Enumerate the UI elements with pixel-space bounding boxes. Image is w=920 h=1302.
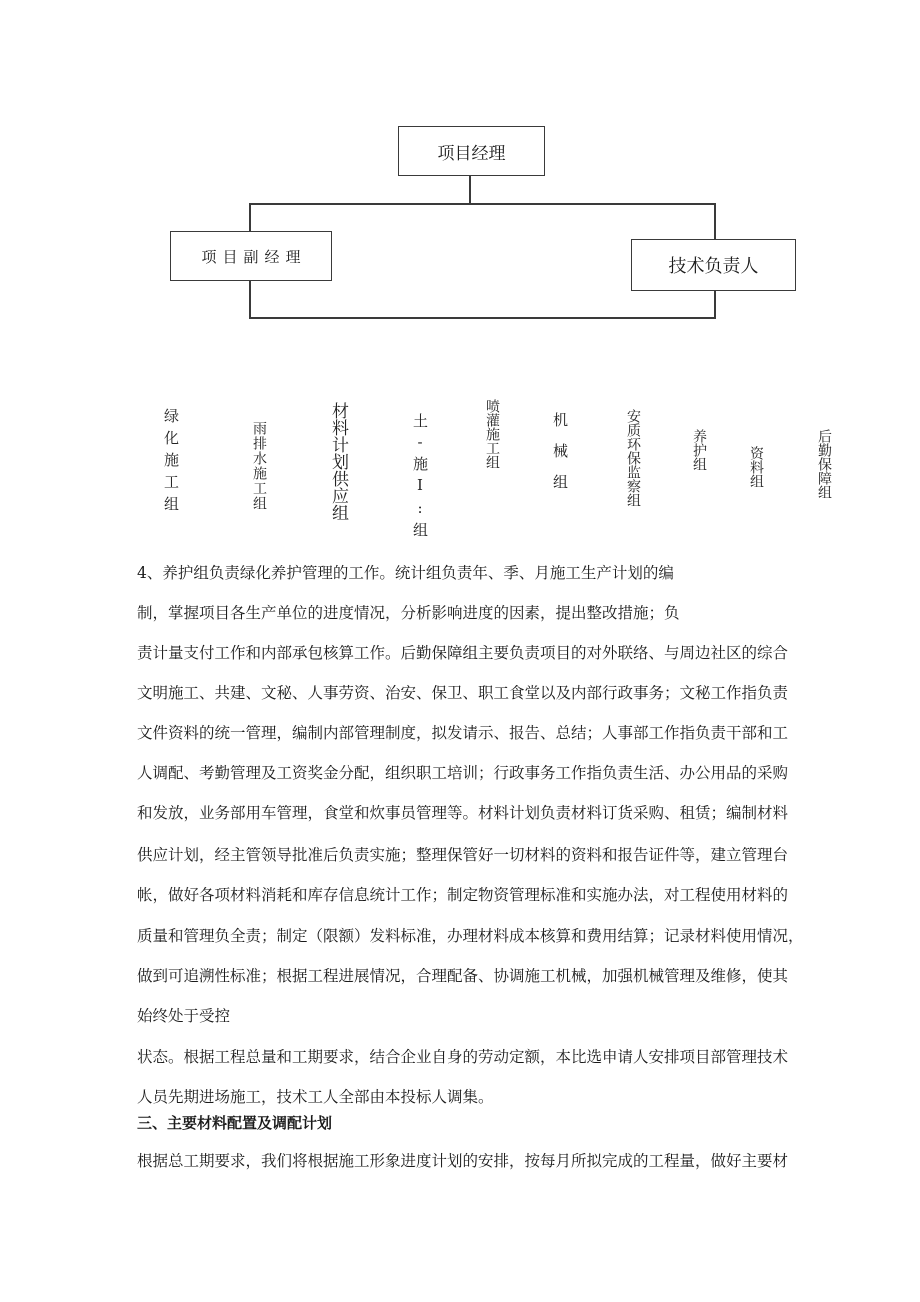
connector-line <box>469 176 471 204</box>
paragraph-line: 文明施工、共建、文秘、人事劳资、治安、保卫、职工食堂以及内部行政事务；文秘工作指负责 <box>137 684 789 702</box>
group-logistics: 后勤保障组 <box>816 429 832 499</box>
paragraph-line: 做到可追溯性标准；根据工程进展情况，合理配备、协调施工机械，加强机械管理及维修，使其 <box>137 967 789 985</box>
paragraph-line: 始终处于受控 <box>137 1007 231 1025</box>
deputy-manager-box: 项目副经理 <box>170 231 332 281</box>
project-manager-box: 项目经理 <box>398 126 545 176</box>
group-maintenance: 养护组 <box>691 429 707 471</box>
paragraph-line: 和发放，业务部用车管理，食堂和炊事员管理等。材料计划负责材料订货采购、租赁；编制材料 <box>137 804 789 822</box>
section-heading: 三、主要材料配置及调配计划 <box>137 1114 333 1132</box>
paragraph-line: 4、养护组负责绿化养护管理的工作。统计组负责年、季、月施工生产计划的编 <box>137 564 674 582</box>
group-quality-safety: 安质环保监察组 <box>625 409 641 507</box>
paragraph-line: 供应计划，经主管领导批准后负责实施；整理保管好一切材料的资料和报告证件等，建立管理台 <box>137 846 789 864</box>
group-material-supply: 材料计划供应组 <box>328 402 348 521</box>
technical-lead-box: 技术负责人 <box>631 239 796 291</box>
paragraph-line: 质量和管理负全责；制定（限额）发料标准，办理材料成本核算和费用结算；记录材料使用情况， <box>137 927 804 945</box>
paragraph-line: 状态。根据工程总量和工期要求，结合企业自身的劳动定额，本比选申请人安排项目部管理技术 <box>137 1048 789 1066</box>
group-greening: 绿化施工组 <box>162 408 180 518</box>
paragraph-line: 人员先期进场施工，技术工人全部由本投标人调集。 <box>137 1088 494 1106</box>
group-drainage: 雨排水施工组 <box>251 421 267 511</box>
paragraph-line: 责计量支付工作和内部承包核算工作。后勤保障组主要负责项目的对外联络、与周边社区的综合 <box>137 644 789 662</box>
connector-line <box>249 203 716 205</box>
group-documents: 资料组 <box>748 446 764 488</box>
paragraph-line: 根据总工期要求，我们将根据施工形象进度计划的安排，按每月所拟完成的工程量，做好主要材 <box>137 1152 789 1170</box>
group-civil: 土-施I:组 <box>411 413 429 542</box>
connector-line <box>249 281 251 319</box>
connector-line <box>714 291 716 319</box>
group-irrigation: 喷灌施工组 <box>484 399 500 469</box>
connector-line <box>714 203 716 239</box>
paragraph-line: 制，掌握项目各生产单位的进度情况，分析影响进度的因素，提出整改措施；负 <box>137 604 680 622</box>
connector-line <box>249 203 251 231</box>
connector-line <box>249 317 716 319</box>
group-machinery: 机械组 <box>551 412 569 505</box>
paragraph-line: 人调配、考勤管理及工资奖金分配，组织职工培训；行政事务工作指负责生活、办公用品的采购 <box>137 764 789 782</box>
paragraph-line: 帐，做好各项材料消耗和库存信息统计工作；制定物资管理标准和实施办法，对工程使用材料的 <box>137 886 789 904</box>
paragraph-line: 文件资料的统一管理，编制内部管理制度，拟发请示、报告、总结；人事部工作指负责干部和工 <box>137 724 789 742</box>
